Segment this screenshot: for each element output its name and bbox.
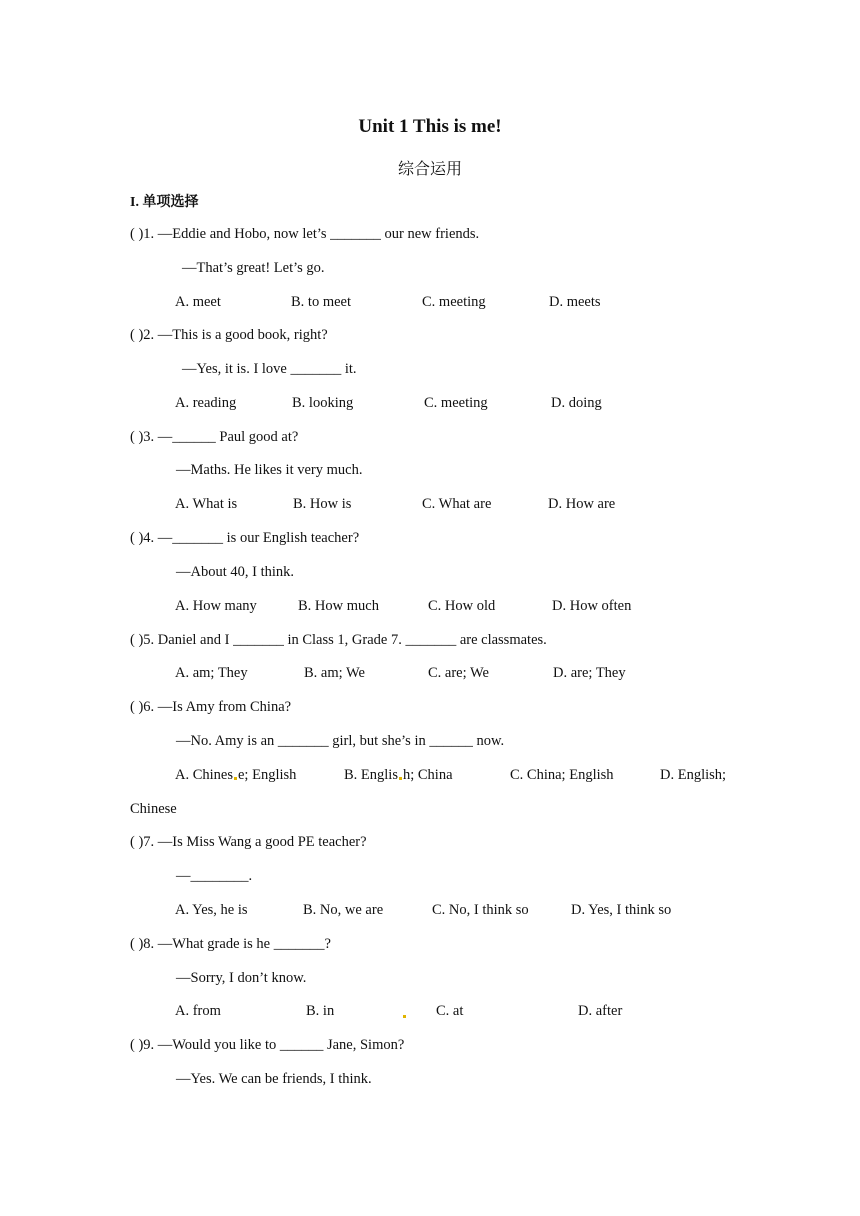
question-2-reply: —Yes, it is. I love _______ it. — [182, 361, 357, 377]
question-3-reply: —Maths. He likes it very much. — [176, 462, 363, 478]
question-2-option-d: D. doing — [551, 395, 602, 411]
question-9-reply: —Yes. We can be friends, I think. — [176, 1071, 372, 1087]
marker-dot — [234, 777, 237, 780]
question-2-stem: ( )2. —This is a good book, right? — [130, 327, 328, 343]
question-6-option-wrap: Chinese — [130, 801, 177, 817]
question-7-reply: —________. — [176, 868, 253, 884]
question-3-stem: ( )3. —______ Paul good at? — [130, 429, 299, 445]
question-3-option-a: A. What is — [175, 496, 238, 512]
question-1-reply: —That’s great! Let’s go. — [182, 260, 325, 276]
page-subtitle: 综合运用 — [397, 159, 462, 178]
question-4-stem: ( )4. —_______ is our English teacher? — [130, 530, 360, 546]
question-6-option-b-part2: h; China — [402, 767, 453, 783]
question-8-option-d: D. after — [578, 1003, 623, 1019]
section-heading: I. 单项选择 — [130, 195, 199, 210]
question-6-option-a-part2: e; English — [238, 767, 297, 783]
question-7-option-c: C. No, I think so — [432, 902, 529, 918]
question-4-reply: —About 40, I think. — [176, 564, 295, 580]
question-2-option-c: C. meeting — [424, 395, 488, 411]
question-4-option-a: A. How many — [175, 598, 257, 614]
question-8-stem: ( )8. —What grade is he _______? — [130, 936, 331, 952]
question-4-option-d: D. How often — [552, 598, 632, 614]
question-1-option-c: C. meeting — [422, 294, 486, 310]
question-5-option-c: C. are; We — [428, 665, 489, 681]
page-title: Unit 1 This is me! — [358, 116, 502, 137]
question-8-option-c: C. at — [436, 1003, 464, 1019]
question-4-option-c: C. How old — [428, 598, 496, 614]
marker-dot — [403, 1015, 406, 1018]
question-5-option-b: B. am; We — [304, 665, 365, 681]
question-4-option-b: B. How much — [298, 598, 379, 614]
question-6-option-b — [344, 767, 453, 784]
question-3-option-c: C. What are — [422, 496, 492, 512]
question-9-stem: ( )9. —Would you like to ______ Jane, Simon? — [130, 1037, 405, 1053]
question-8-reply: —Sorry, I don’t know. — [176, 970, 307, 986]
question-6-option-b-part1: B. Englis — [344, 767, 398, 783]
question-7-option-b: B. No, we are — [303, 902, 384, 918]
question-3-option-d: D. How are — [548, 496, 616, 512]
question-6-reply: —No. Amy is an _______ girl, but she’s in ______ now. — [176, 733, 505, 749]
question-1-option-a: A. meet — [175, 294, 221, 310]
question-6-option-a — [175, 767, 296, 784]
question-7-stem: ( )7. —Is Miss Wang a good PE teacher? — [130, 834, 367, 850]
question-5-option-a: A. am; They — [175, 665, 248, 681]
question-7-option-d: D. Yes, I think so — [571, 902, 672, 918]
question-6-option-a-part1: A. Chines — [175, 767, 233, 783]
question-6-stem: ( )6. —Is Amy from China? — [130, 699, 292, 715]
question-7-option-a: A. Yes, he is — [175, 902, 248, 918]
question-6-option-c: C. China; English — [510, 767, 614, 783]
question-8-option-b: B. in — [306, 1003, 335, 1019]
question-5-stem: ( )5. Daniel and I _______ in Class 1, Grade 7. _______ are classmates. — [130, 632, 547, 648]
question-5-option-d: D. are; They — [553, 665, 626, 681]
question-3-option-b: B. How is — [293, 496, 352, 512]
question-2-option-a: A. reading — [175, 395, 237, 411]
question-1-option-d: D. meets — [549, 294, 601, 310]
question-8-option-a: A. from — [175, 1003, 221, 1019]
question-6-option-d: D. English; — [660, 767, 727, 783]
question-1-option-b: B. to meet — [291, 294, 352, 310]
question-2-option-b: B. looking — [292, 395, 354, 411]
question-1-stem: ( )1. —Eddie and Hobo, now let’s _______ our new friends. — [130, 226, 480, 242]
marker-dot — [399, 777, 402, 780]
